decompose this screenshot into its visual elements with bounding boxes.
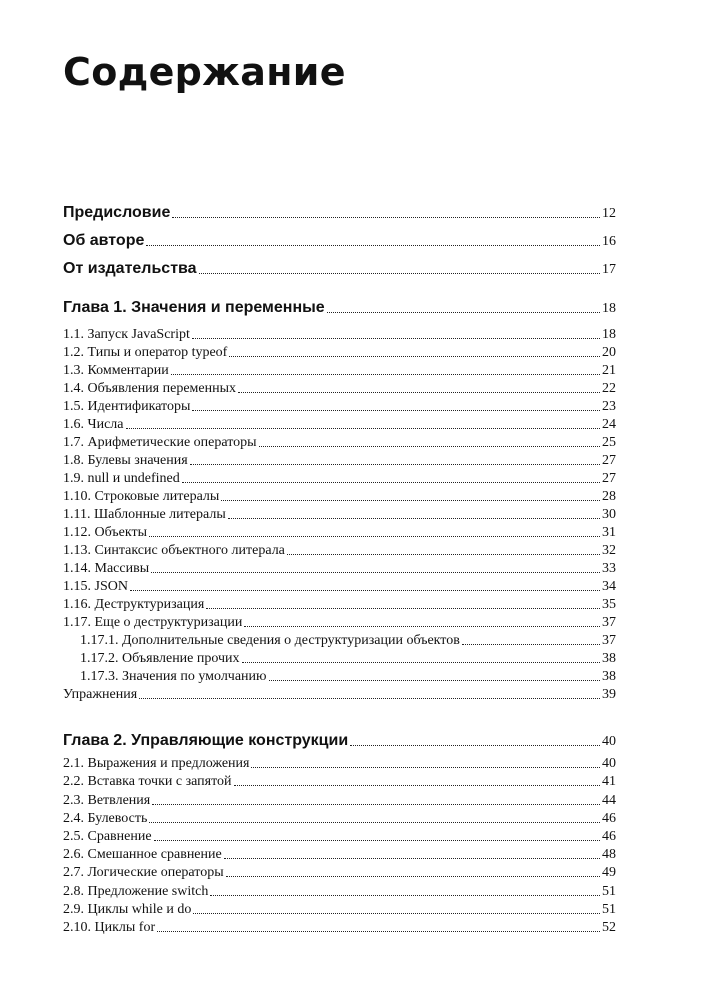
toc-entry-label: 2.2. Вставка точки с запятой <box>63 774 232 789</box>
toc-page-number: 37 <box>602 615 616 630</box>
dot-leader <box>193 913 600 914</box>
toc-section[interactable] <box>63 453 616 469</box>
dot-leader <box>244 626 600 627</box>
toc-section[interactable] <box>63 579 616 595</box>
dot-leader <box>206 608 600 609</box>
toc-page-number: 17 <box>602 262 616 277</box>
toc-page-number: 24 <box>602 417 616 432</box>
dot-leader <box>152 804 600 805</box>
dot-leader <box>462 644 600 645</box>
toc-page-number: 51 <box>602 902 616 917</box>
dot-leader <box>210 895 600 896</box>
dot-leader <box>350 745 600 746</box>
toc-entry-label: 1.2. Типы и оператор typeof <box>63 345 228 360</box>
toc-entry-label: 1.12. Объекты <box>63 525 147 540</box>
toc-page-number: 18 <box>602 327 616 342</box>
toc-section[interactable] <box>63 902 616 918</box>
toc-entry-label: 1.6. Числа <box>63 417 124 432</box>
dot-leader <box>126 428 600 429</box>
toc-entry-label: 2.8. Предложение switch <box>63 884 209 899</box>
toc-page-number: 28 <box>602 489 616 504</box>
toc-page-number: 40 <box>602 756 616 771</box>
toc-page-number: 38 <box>602 651 616 666</box>
dot-leader <box>130 590 600 591</box>
dot-leader <box>238 392 600 393</box>
toc-entry-label: 1.16. Деструктуризация <box>63 597 205 612</box>
toc-section[interactable] <box>63 345 616 361</box>
toc-chapter-2[interactable] <box>63 732 616 750</box>
toc-page-number: 23 <box>602 399 616 414</box>
toc-section[interactable] <box>63 811 616 827</box>
dot-leader <box>221 500 600 501</box>
toc-page-number: 18 <box>602 301 616 316</box>
toc-page-number: 51 <box>602 884 616 899</box>
toc-entry-label: 1.17. Еще о деструктуризации <box>63 615 243 630</box>
toc-section[interactable] <box>63 417 616 433</box>
dot-leader <box>242 662 600 663</box>
toc-section[interactable] <box>63 489 616 505</box>
dot-leader <box>139 698 600 699</box>
toc-entry-label: Упражнения <box>63 687 138 702</box>
dot-leader <box>172 217 600 218</box>
toc-page-number: 33 <box>602 561 616 576</box>
toc-entry-label: Об авторе <box>63 232 145 249</box>
toc-section[interactable] <box>63 687 616 703</box>
toc-page-number: 46 <box>602 829 616 844</box>
toc-page-number: 12 <box>602 206 616 221</box>
toc-entry-label: 1.10. Строковые литералы <box>63 489 220 504</box>
toc-entry-label: 1.7. Арифметические операторы <box>63 435 257 450</box>
toc-page-number: 16 <box>602 234 616 249</box>
toc-entry-label: Предисловие <box>63 204 171 221</box>
toc-entry-label: 1.8. Булевы значения <box>63 453 188 468</box>
toc-entry-preface[interactable] <box>63 204 616 222</box>
dot-leader <box>151 572 600 573</box>
toc-section[interactable] <box>63 829 616 845</box>
dot-leader <box>224 858 600 859</box>
dot-leader <box>234 785 600 786</box>
toc-page-number: 44 <box>602 793 616 808</box>
dot-leader <box>192 410 600 411</box>
toc-section[interactable] <box>63 865 616 881</box>
toc-page-number: 25 <box>602 435 616 450</box>
toc-entry-label: 1.5. Идентификаторы <box>63 399 191 414</box>
toc-section[interactable] <box>63 774 616 790</box>
toc-section[interactable] <box>63 884 616 900</box>
toc-page-number: 31 <box>602 525 616 540</box>
toc-entry-label: 2.9. Циклы while и do <box>63 902 192 917</box>
toc-page-number: 22 <box>602 381 616 396</box>
dot-leader <box>154 840 600 841</box>
toc-entry-publisher[interactable] <box>63 260 616 278</box>
toc-page-number: 46 <box>602 811 616 826</box>
dot-leader <box>229 356 600 357</box>
toc-entry-label: 1.3. Комментарии <box>63 363 169 378</box>
toc-section[interactable] <box>63 597 616 613</box>
dot-leader <box>149 536 600 537</box>
toc-page-number: 37 <box>602 633 616 648</box>
toc-section[interactable] <box>63 399 616 415</box>
dot-leader <box>190 464 600 465</box>
toc-entry-label: 1.4. Объявления переменных <box>63 381 236 396</box>
toc-section[interactable] <box>63 525 616 541</box>
dot-leader <box>149 822 600 823</box>
toc-section[interactable] <box>63 615 616 631</box>
toc-entry-label: 2.5. Сравнение <box>63 829 152 844</box>
dot-leader <box>192 338 600 339</box>
toc-page-number: 49 <box>602 865 616 880</box>
toc-entry-label: 1.13. Синтаксис объектного литерала <box>63 543 285 558</box>
page-title: Содержание <box>63 50 346 94</box>
toc-entry-label: 1.15. JSON <box>63 579 128 594</box>
toc-page-number: 38 <box>602 669 616 684</box>
toc-page-number: 39 <box>602 687 616 702</box>
dot-leader <box>251 767 600 768</box>
dot-leader <box>327 312 600 313</box>
toc-page-number: 35 <box>602 597 616 612</box>
toc-entry-label: От издательства <box>63 260 197 277</box>
toc-entry-label: 1.17.1. Дополнительные сведения о деструктуризации объектов <box>80 633 460 648</box>
toc-entry-label: 2.1. Выражения и предложения <box>63 756 250 771</box>
toc-section[interactable] <box>63 920 616 936</box>
dot-leader <box>199 273 600 274</box>
toc-page-number: 21 <box>602 363 616 378</box>
dot-leader <box>287 554 600 555</box>
toc-entry-label: 2.6. Смешанное сравнение <box>63 847 222 862</box>
toc-entry-label: 2.7. Логические операторы <box>63 865 224 880</box>
toc-section[interactable] <box>63 507 616 523</box>
dot-leader <box>259 446 600 447</box>
dot-leader <box>182 482 600 483</box>
toc-entry-label: 1.9. null и undefined <box>63 471 180 486</box>
toc-page-number: 52 <box>602 920 616 935</box>
toc-section[interactable] <box>63 435 616 451</box>
toc-entry-label: 1.14. Массивы <box>63 561 150 576</box>
toc-subsection[interactable] <box>63 651 616 667</box>
toc-section[interactable] <box>63 561 616 577</box>
toc-page-number: 41 <box>602 774 616 789</box>
toc-section[interactable] <box>63 543 616 559</box>
dot-leader <box>146 245 600 246</box>
toc-subsection[interactable] <box>63 633 616 649</box>
toc-entry-label: 1.17.3. Значения по умолчанию <box>80 669 267 684</box>
dot-leader <box>228 518 600 519</box>
toc-entry-label: 1.11. Шаблонные литералы <box>63 507 226 522</box>
toc-entry-label: 2.10. Циклы for <box>63 920 156 935</box>
toc-section[interactable] <box>63 847 616 863</box>
dot-leader <box>171 374 600 375</box>
toc-page-number: 32 <box>602 543 616 558</box>
toc-section[interactable] <box>63 756 616 772</box>
toc-entry-about-author[interactable] <box>63 232 616 250</box>
toc-page-number: 20 <box>602 345 616 360</box>
toc-entry-label: 1.17.2. Объявление прочих <box>80 651 240 666</box>
toc-entry-label: 2.3. Ветвления <box>63 793 151 808</box>
dot-leader <box>157 931 600 932</box>
toc-section[interactable] <box>63 327 616 343</box>
toc-entry-label: 1.1. Запуск JavaScript <box>63 327 190 342</box>
toc-page-number: 34 <box>602 579 616 594</box>
dot-leader <box>269 680 600 681</box>
dot-leader <box>226 876 600 877</box>
toc-chapter-1[interactable] <box>63 299 616 317</box>
toc-section[interactable] <box>63 793 616 809</box>
toc-entry-label: Глава 1. Значения и переменные <box>63 299 325 316</box>
toc-subsection[interactable] <box>63 669 616 685</box>
toc-page-number: 40 <box>602 734 616 749</box>
toc-section[interactable] <box>63 381 616 397</box>
toc-section[interactable] <box>63 363 616 379</box>
toc-section[interactable] <box>63 471 616 487</box>
toc-page-number: 27 <box>602 471 616 486</box>
toc-entry-label: Глава 2. Управляющие конструкции <box>63 732 349 749</box>
toc-page-number: 27 <box>602 453 616 468</box>
toc-page-number: 48 <box>602 847 616 862</box>
toc-page-number: 30 <box>602 507 616 522</box>
toc-entry-label: 2.4. Булевость <box>63 811 148 826</box>
